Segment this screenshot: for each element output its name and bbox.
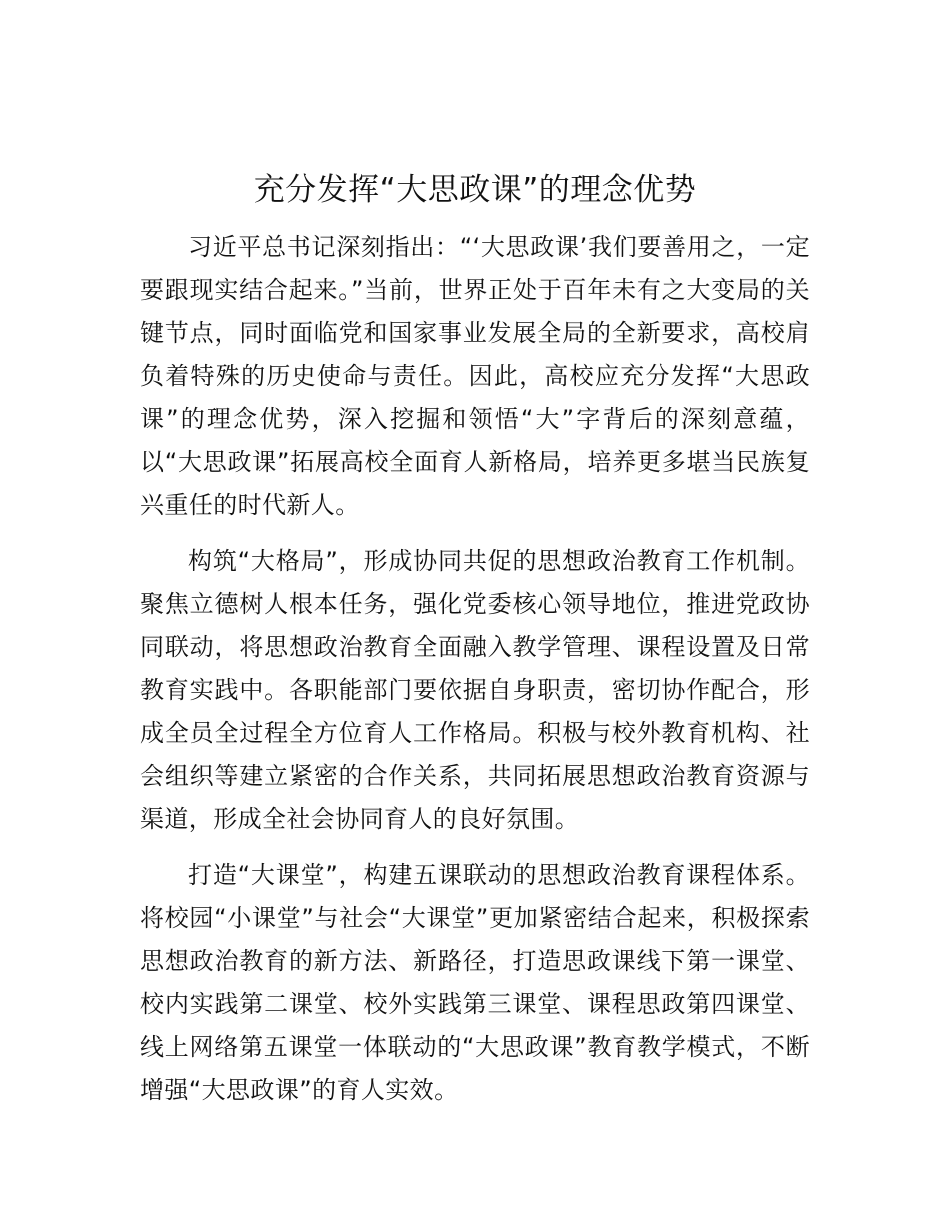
paragraph-big-classroom: 打造“大课堂”，构建五课联动的思想政治教育课程体系。将校园“小课堂”与社会“大课堂”更加紧密结合起来，积极探索思想政治教育的新方法、新路径，打造思政课线下第一课堂、校内实践第二课堂、校外实践第三课堂、课程思政第四课堂、线上网络第五课堂一体联动的“大思政课”教育教学模式，不断增强“大思政课”的育人实效。: [140, 861, 810, 1104]
document-title: 充分发挥“大思政课”的理念优势: [253, 172, 697, 208]
paragraph-intro: 习近平总书记深刻指出：“‘大思政课’我们要善用之，一定要跟现实结合起来。”当前，世界正处于百年未有之大变局的关键节点，同时面临党和国家事业发展全局的全新要求，高校肩负着特殊的历史使命与责任。因此，高校应充分发挥“大思政课”的理念优势，深入挖掘和领悟“大”字背后的深刻意蕴，以“大思政课”拓展高校全面育人新格局，培养更多堪当民族复兴重任的时代新人。: [140, 233, 810, 519]
document-body: [140, 226, 810, 1112]
document-page: [140, 168, 810, 1125]
paragraph-big-pattern: 构筑“大格局”，形成协同共促的思想政治教育工作机制。聚焦立德树人根本任务，强化党委核心领导地位，推进党政协同联动，将思想政治教育全面融入教学管理、课程设置及日常教育实践中。各职能部门要依据自身职责，密切协作配合，形成全员全过程全方位育人工作格局。积极与校外教育机构、社会组织等建立紧密的合作关系，共同拓展思想政治教育资源与渠道，形成全社会协同育人的良好氛围。: [140, 547, 810, 833]
